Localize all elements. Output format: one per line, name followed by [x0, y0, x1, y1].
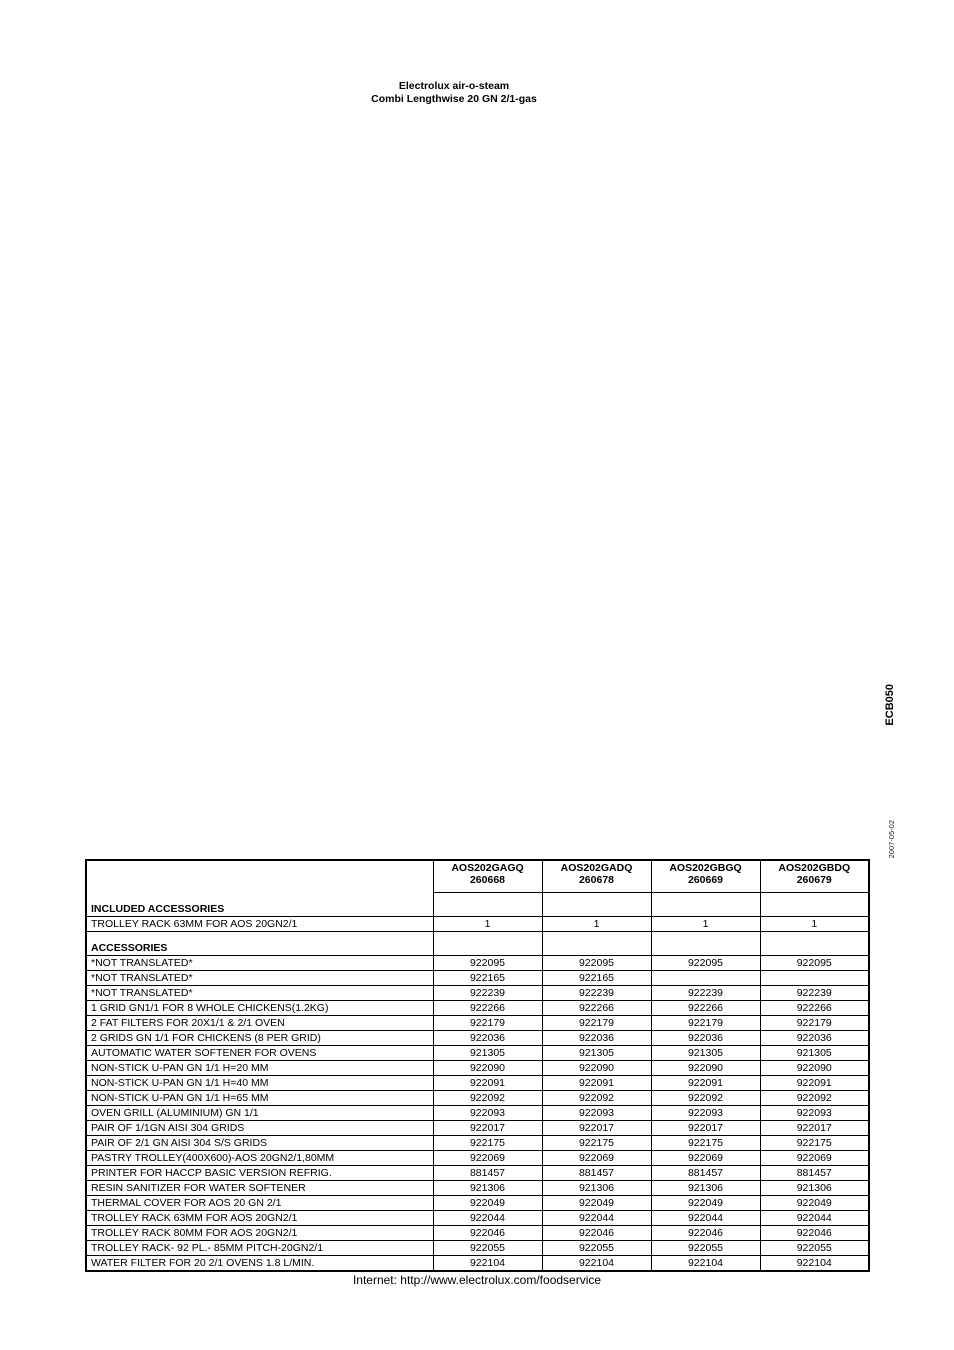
accessory-value: 922239	[760, 986, 869, 1001]
accessory-value: 922165	[542, 971, 651, 986]
accessory-value: 922044	[760, 1211, 869, 1226]
accessory-value: 1	[760, 917, 869, 932]
header-brand-title: Electrolux air-o-steam	[398, 80, 510, 92]
accessory-value: 922044	[651, 1211, 760, 1226]
accessory-value: 921305	[542, 1046, 651, 1061]
accessory-name: *NOT TRANSLATED*	[86, 986, 433, 1001]
accessory-value: 922175	[651, 1136, 760, 1151]
accessory-value: 922179	[542, 1016, 651, 1031]
accessory-value: 922266	[760, 1001, 869, 1016]
table-row	[86, 1076, 869, 1091]
accessory-value: 921306	[542, 1181, 651, 1196]
accessory-value: 922095	[542, 956, 651, 971]
accessory-value: 881457	[760, 1166, 869, 1181]
table-row	[86, 1196, 869, 1211]
model-code: 260668	[469, 874, 506, 886]
accessory-value: 922069	[760, 1151, 869, 1166]
section-title: INCLUDED ACCESSORIES	[86, 893, 433, 917]
accessory-name: TROLLEY RACK 63MM FOR AOS 20GN2/1	[86, 1211, 433, 1226]
accessory-name: 2 FAT FILTERS FOR 20X1/1 & 2/1 OVEN	[86, 1016, 433, 1031]
accessory-name: PRINTER FOR HACCP BASIC VERSION REFRIG.	[86, 1166, 433, 1181]
accessory-name: TROLLEY RACK- 92 PL.- 85MM PITCH-20GN2/1	[86, 1241, 433, 1256]
table-header-row	[86, 860, 869, 893]
accessory-value: 922049	[651, 1196, 760, 1211]
accessory-value: 922055	[760, 1241, 869, 1256]
accessory-name: RESIN SANITIZER FOR WATER SOFTENER	[86, 1181, 433, 1196]
accessory-value: 922179	[433, 1016, 542, 1031]
accessory-value: 922036	[760, 1031, 869, 1046]
table-row	[86, 1256, 869, 1272]
accessory-name: THERMAL COVER FOR AOS 20 GN 2/1	[86, 1196, 433, 1211]
model-column-header	[433, 860, 542, 893]
table-row	[86, 1121, 869, 1136]
accessory-value: 922046	[542, 1226, 651, 1241]
accessory-name: 2 GRIDS GN 1/1 FOR CHICKENS (8 PER GRID)	[86, 1031, 433, 1046]
accessory-value	[651, 971, 760, 986]
accessory-value: 922069	[542, 1151, 651, 1166]
accessory-value: 922095	[433, 956, 542, 971]
accessory-value: 922104	[433, 1256, 542, 1272]
accessories-table	[85, 859, 870, 1272]
accessory-value: 921305	[433, 1046, 542, 1061]
table-row	[86, 1091, 869, 1106]
table-row	[86, 1211, 869, 1226]
accessory-value: 922036	[433, 1031, 542, 1046]
model-name: AOS202GAGQ	[451, 862, 524, 874]
accessory-value: 922093	[433, 1106, 542, 1121]
table-row	[86, 1181, 869, 1196]
accessory-value: 922095	[760, 956, 869, 971]
table-row	[86, 971, 869, 986]
accessory-value	[760, 971, 869, 986]
table-row	[86, 986, 869, 1001]
accessory-name: *NOT TRANSLATED*	[86, 971, 433, 986]
accessory-value: 922239	[542, 986, 651, 1001]
model-code: 260678	[578, 874, 615, 886]
accessory-value: 922093	[542, 1106, 651, 1121]
accessory-name: TROLLEY RACK 80MM FOR AOS 20GN2/1	[86, 1226, 433, 1241]
accessory-value: 922017	[760, 1121, 869, 1136]
accessory-value: 922092	[651, 1091, 760, 1106]
accessory-value: 922069	[651, 1151, 760, 1166]
accessory-name: PAIR OF 1/1GN AISI 304 GRIDS	[86, 1121, 433, 1136]
accessory-value: 922165	[433, 971, 542, 986]
accessory-value: 1	[542, 917, 651, 932]
accessory-value: 922239	[651, 986, 760, 1001]
accessory-value: 922036	[542, 1031, 651, 1046]
model-column-header	[651, 860, 760, 893]
accessory-value: 881457	[651, 1166, 760, 1181]
table-row	[86, 1046, 869, 1061]
accessory-value: 922266	[651, 1001, 760, 1016]
accessory-value: 922092	[542, 1091, 651, 1106]
accessory-name: *NOT TRANSLATED*	[86, 956, 433, 971]
header-blank-cell	[86, 860, 433, 893]
accessory-value: 921305	[760, 1046, 869, 1061]
document-date: 2007-05-02	[887, 820, 896, 859]
table-row	[86, 1061, 869, 1076]
section-row-included	[86, 893, 869, 917]
accessory-name: PASTRY TROLLEY(400X600)-AOS 20GN2/1,80MM	[86, 1151, 433, 1166]
model-name: AOS202GBGQ	[669, 862, 742, 874]
accessory-name: PAIR OF 2/1 GN AISI 304 S/S GRIDS	[86, 1136, 433, 1151]
accessory-value: 922046	[433, 1226, 542, 1241]
model-column-header	[760, 860, 869, 893]
accessory-value: 881457	[433, 1166, 542, 1181]
accessory-value: 922017	[651, 1121, 760, 1136]
accessory-value: 922091	[760, 1076, 869, 1091]
accessory-name: NON-STICK U-PAN GN 1/1 H=20 MM	[86, 1061, 433, 1076]
accessory-value: 922266	[542, 1001, 651, 1016]
accessory-value: 922090	[433, 1061, 542, 1076]
accessory-name: 1 GRID GN1/1 FOR 8 WHOLE CHICKENS(1.2KG)	[86, 1001, 433, 1016]
accessory-value: 922092	[760, 1091, 869, 1106]
accessory-value: 922239	[433, 986, 542, 1001]
model-code: 260679	[796, 874, 832, 886]
table-row	[86, 1106, 869, 1121]
table-row	[86, 1031, 869, 1046]
table-row	[86, 956, 869, 971]
table-row	[86, 1001, 869, 1016]
accessory-value: 921306	[651, 1181, 760, 1196]
model-name: AOS202GADQ	[560, 862, 633, 874]
accessory-value: 922179	[651, 1016, 760, 1031]
accessory-value: 922093	[651, 1106, 760, 1121]
accessory-value: 922055	[542, 1241, 651, 1256]
accessory-value: 922090	[542, 1061, 651, 1076]
header-product-title: Combi Lengthwise 20 GN 2/1-gas	[371, 93, 537, 105]
footer-url: Internet: http://www.electrolux.com/foodservice	[352, 1273, 602, 1287]
accessory-value: 922069	[433, 1151, 542, 1166]
accessory-value: 922036	[651, 1031, 760, 1046]
accessory-value: 922175	[760, 1136, 869, 1151]
accessory-value: 922049	[760, 1196, 869, 1211]
accessory-value: 922090	[760, 1061, 869, 1076]
model-code: 260669	[687, 874, 724, 886]
accessory-name: NON-STICK U-PAN GN 1/1 H=65 MM	[86, 1091, 433, 1106]
accessory-value: 921305	[651, 1046, 760, 1061]
table-row	[86, 1241, 869, 1256]
accessory-value: 922049	[433, 1196, 542, 1211]
table-row	[86, 1016, 869, 1031]
accessory-value: 922044	[433, 1211, 542, 1226]
accessory-value: 922091	[651, 1076, 760, 1091]
accessory-value: 922104	[542, 1256, 651, 1272]
table-row	[86, 1151, 869, 1166]
accessory-value: 922049	[542, 1196, 651, 1211]
section-row-accessories	[86, 932, 869, 956]
table-body	[86, 893, 869, 1272]
accessory-value: 921306	[760, 1181, 869, 1196]
accessory-value: 922266	[433, 1001, 542, 1016]
accessory-value: 1	[433, 917, 542, 932]
model-name: AOS202GBDQ	[778, 862, 851, 874]
document-header	[0, 80, 908, 106]
accessory-value: 922091	[433, 1076, 542, 1091]
document-code: ECB050	[884, 684, 896, 726]
accessory-value: 922055	[433, 1241, 542, 1256]
accessory-value: 881457	[542, 1166, 651, 1181]
accessory-value: 922055	[651, 1241, 760, 1256]
accessory-value: 922104	[760, 1256, 869, 1272]
section-title: ACCESSORIES	[86, 932, 433, 956]
accessory-value: 922179	[760, 1016, 869, 1031]
accessory-value: 922095	[651, 956, 760, 971]
accessory-value: 922093	[760, 1106, 869, 1121]
table-row	[86, 1226, 869, 1241]
accessory-value: 922046	[651, 1226, 760, 1241]
accessory-value: 922044	[542, 1211, 651, 1226]
accessory-name: WATER FILTER FOR 20 2/1 OVENS 1.8 L/MIN.	[86, 1256, 433, 1272]
accessory-name: OVEN GRILL (ALUMINIUM) GN 1/1	[86, 1106, 433, 1121]
accessory-value: 922091	[542, 1076, 651, 1091]
accessory-value: 922092	[433, 1091, 542, 1106]
accessory-value: 922046	[760, 1226, 869, 1241]
table-row	[86, 1166, 869, 1181]
accessory-value: 921306	[433, 1181, 542, 1196]
accessory-value: 922175	[542, 1136, 651, 1151]
accessory-value: 922017	[542, 1121, 651, 1136]
accessory-name: AUTOMATIC WATER SOFTENER FOR OVENS	[86, 1046, 433, 1061]
accessory-value: 1	[651, 917, 760, 932]
accessory-value: 922175	[433, 1136, 542, 1151]
accessory-name: NON-STICK U-PAN GN 1/1 H=40 MM	[86, 1076, 433, 1091]
model-column-header	[542, 860, 651, 893]
accessory-value: 922090	[651, 1061, 760, 1076]
table-row	[86, 1136, 869, 1151]
table-row	[86, 917, 869, 932]
accessory-value: 922104	[651, 1256, 760, 1272]
accessory-name: TROLLEY RACK 63MM FOR AOS 20GN2/1	[86, 917, 433, 932]
accessory-value: 922017	[433, 1121, 542, 1136]
